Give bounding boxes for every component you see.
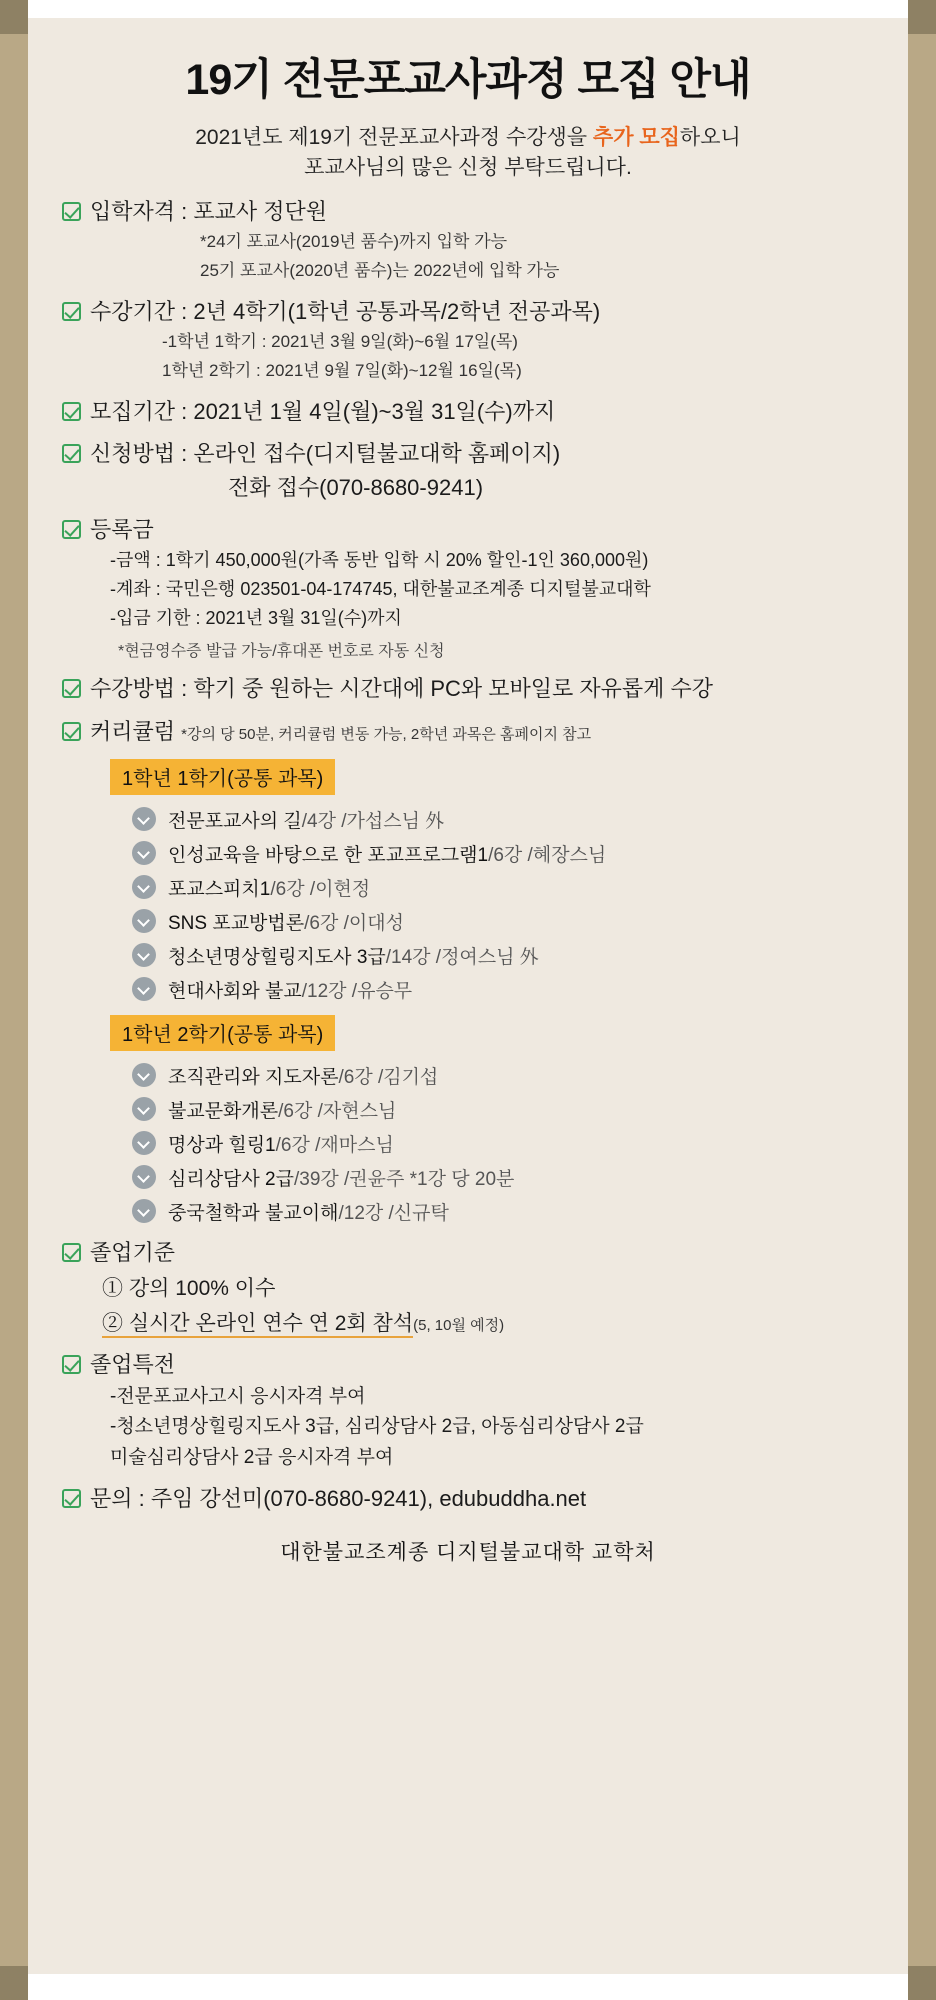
course-meta: /4강 /가섭스님 外 [301, 810, 445, 832]
course-meta: /6강 /자현스님 [278, 1100, 397, 1122]
content-sheet [38, 18, 898, 1974]
admission-label: 입학자격 : 포교사 정단원 [90, 198, 327, 224]
graduation-line2-main: ② 실시간 온라인 연수 연 2회 참석 [102, 1312, 413, 1338]
course-name: 전문포교사의 길 [168, 810, 302, 832]
course-meta: /12강 /유승무 [301, 980, 413, 1002]
fee-account: -계좌 : 국민은행 023501-04-174745, 대한불교조계종 디지털불교대학 [110, 579, 651, 600]
check-icon [62, 1355, 81, 1374]
bottom-white-bar [28, 1974, 908, 2000]
period-row [52, 298, 884, 327]
course-meta: /39강 /권윤주 *1강 당 20분 [293, 1168, 515, 1190]
admission-note2: 25기 포교사(2020년 품수)는 2022년에 입학 가능 [200, 261, 560, 281]
left-frame-band [0, 0, 28, 2000]
check-circle-icon [132, 909, 156, 933]
fee-deadline: -입금 기한 : 2021년 3월 31일(수)까지 [110, 608, 402, 629]
check-circle-icon [132, 1131, 156, 1155]
graduation-block [52, 1239, 884, 1338]
course-name: 중국철학과 불교이해 [168, 1202, 339, 1224]
check-circle-icon [132, 841, 156, 865]
admission-block [52, 198, 884, 284]
fee-note: *현금영수증 발급 가능/휴대폰 번호로 자동 신청 [118, 643, 445, 661]
course-name: 불교문화개론 [168, 1100, 279, 1122]
check-circle-icon [132, 943, 156, 967]
list-item [132, 1096, 884, 1123]
check-icon [62, 302, 81, 321]
top-white-bar [28, 0, 908, 18]
check-circle-icon [132, 1199, 156, 1223]
benefits-block [52, 1351, 884, 1471]
course-meta: /6강 /재마스님 [275, 1134, 394, 1156]
check-circle-icon [132, 875, 156, 899]
subtitle-line1-post: 하오니 [679, 126, 741, 149]
graduation-line2-note: (5, 10월 예정) [413, 1317, 505, 1335]
contact-row [52, 1485, 884, 1514]
check-icon [62, 1489, 81, 1508]
list-item [132, 874, 884, 901]
term-tag: 1학년 1학기(공통 과목) [110, 759, 335, 795]
check-icon [62, 679, 81, 698]
benefits-label: 졸업특전 [90, 1352, 176, 1378]
footer-organization: 대한불교조계종 디지털불교대학 교학처 [280, 1541, 656, 1565]
right-frame-inner [898, 0, 908, 2000]
course-meta: /6강 /혜장스님 [488, 844, 607, 866]
method-label: 수강방법 : 학기 중 원하는 시간대에 PC와 모바일로 자유롭게 수강 [90, 676, 713, 702]
method-row [52, 675, 884, 704]
curriculum-label: 커리큘럼 [90, 719, 176, 744]
check-circle-icon [132, 1165, 156, 1189]
apply-label: 신청방법 : 온라인 접수(디지털불교대학 홈페이지) [90, 441, 561, 467]
graduation-line2 [102, 1307, 884, 1337]
course-meta: /6강 /이대성 [304, 912, 404, 934]
check-icon [62, 402, 81, 421]
contact-label[interactable]: 문의 : 주임 강선미(070-8680-9241), edubuddha.net [90, 1486, 587, 1512]
list-item [132, 1198, 884, 1225]
left-frame-inner [28, 0, 38, 2000]
contact-block [52, 1485, 884, 1514]
course-name: 조직관리와 지도자론 [168, 1066, 339, 1088]
list-item [132, 1062, 884, 1089]
fee-amount: -금액 : 1학기 450,000원(가족 동반 입학 시 20% 할인-1인 360,000원) [110, 550, 649, 571]
check-icon [62, 520, 81, 539]
check-circle-icon [132, 977, 156, 1001]
term-group [52, 747, 884, 1003]
corner-top-right [908, 0, 936, 34]
fee-label: 등록금 [90, 516, 154, 542]
benefits-row [52, 1351, 884, 1380]
check-icon [62, 1243, 81, 1262]
benefits-line3: 미술심리상담사 2급 응시자격 부여 [110, 1446, 394, 1468]
check-icon [62, 444, 81, 463]
list-item [132, 908, 884, 935]
list-item [132, 806, 884, 833]
course-name: 심리상담사 2급 [168, 1168, 294, 1190]
period-block [52, 298, 884, 384]
period-note2: 1학년 2학기 : 2021년 9월 7일(화)~12월 16일(목) [162, 360, 522, 380]
apply-row [52, 440, 884, 469]
course-meta: /6강 /이현정 [270, 878, 371, 900]
apply-block [52, 440, 884, 502]
subtitle-line1-pre: 2021년도 제19기 전문포교사과정 수강생을 [195, 126, 593, 149]
list-item [132, 976, 884, 1003]
list-item [132, 1130, 884, 1157]
term-tag: 1학년 2학기(공통 과목) [110, 1015, 335, 1051]
course-name: 현대사회와 불교 [168, 980, 302, 1002]
right-frame-band [908, 0, 936, 2000]
method-block [52, 675, 884, 704]
check-circle-icon [132, 1097, 156, 1121]
fee-row [52, 516, 884, 545]
recruit-row [52, 398, 884, 427]
course-name: 명상과 힐링1 [168, 1134, 276, 1156]
course-name: 인성교육을 바탕으로 한 포교프로그램1 [168, 844, 489, 866]
page-title: 19기 전문포교사과정 모집 안내 [185, 56, 751, 104]
curriculum-row [52, 718, 884, 747]
admission-note1: *24기 포교사(2019년 품수)까지 입학 가능 [200, 232, 508, 252]
apply-phone: 전화 접수(070-8680-9241) [228, 474, 484, 500]
subtitle-line2: 포교사님의 많은 신청 부탁드립니다. [304, 156, 632, 180]
curriculum-note: *강의 당 50분, 커리큘럼 변동 가능, 2학년 과목은 홈페이지 참고 [181, 726, 592, 743]
recruit-block [52, 398, 884, 427]
recruit-label: 모집기간 : 2021년 1월 4일(월)~3월 31일(수)까지 [90, 398, 556, 424]
graduation-line1: ① 강의 100% 이수 [102, 1277, 276, 1301]
graduation-label: 졸업기준 [90, 1239, 176, 1265]
graduation-row [52, 1239, 884, 1268]
corner-bottom-left [0, 1966, 28, 2000]
corner-bottom-right [908, 1966, 936, 2000]
benefits-line1: -전문포교사고시 응시자격 부여 [110, 1385, 366, 1407]
period-label: 수강기간 : 2년 4학기(1학년 공통과목/2학년 전공과목) [90, 298, 601, 324]
check-icon [62, 722, 81, 741]
course-meta: /6강 /김기섭 [338, 1066, 439, 1088]
subtitle [52, 123, 884, 184]
course-name: SNS 포교방법론 [168, 912, 305, 934]
subtitle-highlight: 추가 모집 [592, 126, 680, 149]
list-item [132, 840, 884, 867]
list-item [132, 942, 884, 969]
check-circle-icon [132, 1063, 156, 1087]
course-meta: /12강 /신규탁 [338, 1202, 449, 1224]
course-meta: /14강 /정여스님 外 [385, 946, 539, 968]
corner-top-left [0, 0, 28, 34]
check-icon [62, 202, 81, 221]
check-circle-icon [132, 807, 156, 831]
course-name: 청소년명상힐링지도사 3급 [168, 946, 386, 968]
admission-row [52, 198, 884, 227]
benefits-line2: -청소년명상힐링지도사 3급, 심리상담사 2급, 아동심리상담사 2급 [110, 1416, 644, 1438]
term-group [52, 1003, 884, 1225]
course-name: 포교스피치1 [168, 878, 271, 900]
period-note1: -1학년 1학기 : 2021년 3월 9일(화)~6월 17일(목) [162, 332, 518, 352]
list-item [132, 1164, 884, 1191]
curriculum-block [52, 718, 884, 1225]
fee-block [52, 516, 884, 662]
